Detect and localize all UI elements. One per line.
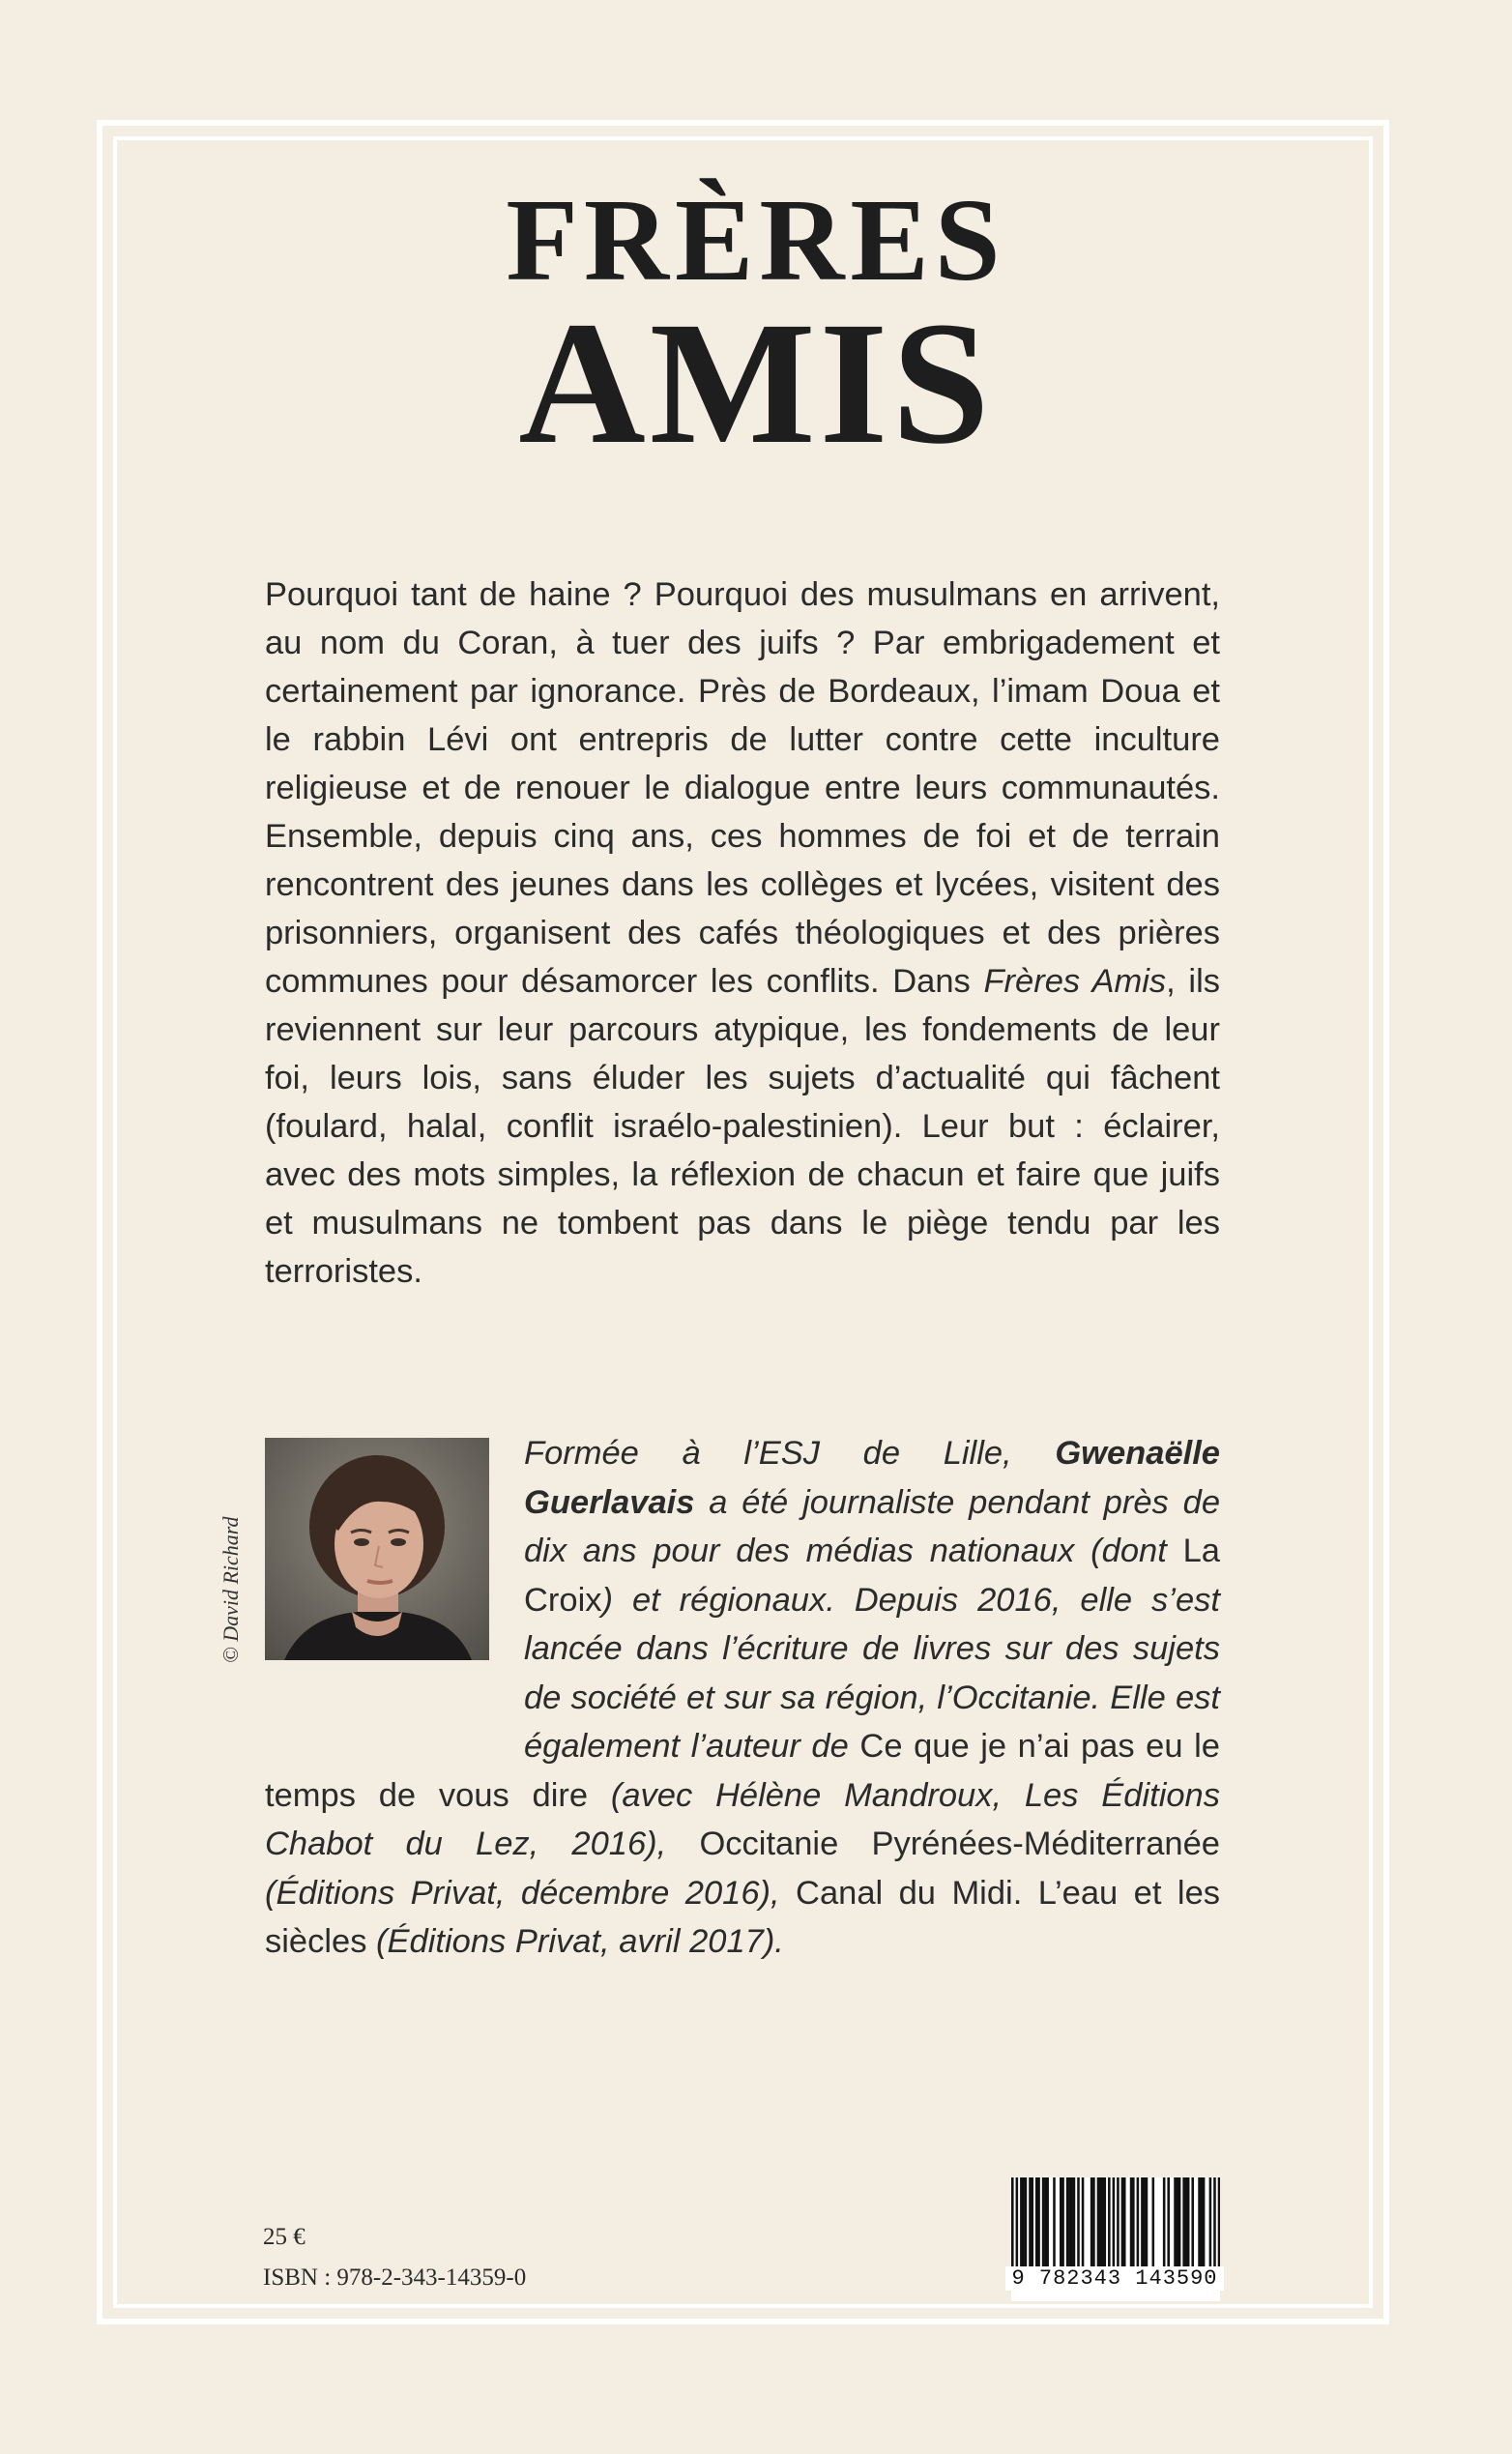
barcode-bar (1037, 2177, 1040, 2266)
barcode-bar (1187, 2177, 1190, 2266)
barcode-bar (1174, 2177, 1177, 2266)
blurb-text-1: Pourquoi tant de haine ? Pourquoi des musulmans en arrivent, au nom du Coran, à tuer des juifs ? Par embrigadement et certainement par ignorance. Près de Bordeaux, l’imam Doua et le rabbin Lévi ont entrepris de lutter contre cette inculture religieuse et de renouer le dialogue entre leurs communautés. Ensemble, depuis cinq ans, ces hommes de foi et de terrain rencontrent des jeunes dans les collèges et lycées, visitent des prisonniers, organisent des cafés théologiques et des prières communes pour désamorcer les conflits. Dans (265, 576, 1220, 1000)
barcode-bar (1046, 2177, 1049, 2266)
barcode-bar (1077, 2177, 1080, 2266)
barcode-bar (1035, 2177, 1038, 2266)
barcode-bar (1167, 2177, 1170, 2266)
barcode-bar (1113, 2177, 1116, 2266)
bio-book-1-publisher: (avec Hélène Mandroux, Les Éditions Chabot du Lez, 2016), (265, 1776, 1220, 1862)
barcode-bar (1022, 2177, 1025, 2266)
barcode-bar (1152, 2177, 1155, 2266)
barcode-bar (1123, 2177, 1126, 2266)
barcode-bar (1218, 2177, 1220, 2266)
barcode-bar (1191, 2177, 1194, 2266)
barcode-bar (1177, 2177, 1179, 2266)
author-bio (265, 1429, 1220, 1967)
photo-credit: © David Richard (218, 1516, 243, 1663)
barcode-bar (1097, 2177, 1100, 2266)
bio-text-3: ) et régionaux. Depuis 2016, elle s’est lancée dans l’écriture de livres sur des sujets de société et sur sa région, l’Occitanie. Elle est également l’auteur de (524, 1581, 1220, 1765)
barcode-bar (1068, 2177, 1071, 2266)
title-line-2: AMIS (518, 286, 994, 481)
bio-book-2-publisher: (Éditions Privat, décembre 2016), (265, 1874, 797, 1912)
barcode-bar (1141, 2177, 1144, 2266)
bio-text-2: a été journaliste pendant près de dix ans pour des médias nationaux (dont (524, 1483, 1220, 1569)
barcode-bar (1178, 2177, 1181, 2266)
blurb-book-title: Frères Amis (983, 963, 1167, 1000)
author-name: Gwenaëlle Guerlavais (524, 1435, 1220, 1521)
barcode-bar (1213, 2177, 1216, 2266)
bio-book-3-publisher: (Éditions Privat, avril 2017). (366, 1923, 784, 1960)
barcode-bar (1042, 2177, 1045, 2266)
bio-book-2: Occitanie Pyrénées-Méditerranée (699, 1826, 1220, 1862)
barcode-bar (1099, 2177, 1102, 2266)
barcode-bar (1209, 2177, 1212, 2266)
barcode-bar (1103, 2177, 1106, 2266)
barcode-bar (1061, 2177, 1064, 2266)
barcode-bar (1066, 2177, 1069, 2266)
barcode-bar (1016, 2177, 1019, 2266)
barcode-bar (1198, 2177, 1201, 2266)
barcode-bar (1203, 2177, 1206, 2266)
barcode-bar (1053, 2177, 1056, 2266)
barcode-bar (1070, 2177, 1073, 2266)
blurb-text-2: , ils reviennent sur leur parcours atypique, les fondements de leur foi, leurs lois, sans éluder les sujets d’actualité qui fâchent (foulard, halal, conflit israélo-palestinien). Leur but : éclairer, avec des mots simples, la réflexion de chacun et faire que juifs et musulmans ne tombent pas dans le piège tendu par les terroristes. (265, 963, 1220, 1290)
barcode-bar (1117, 2177, 1119, 2266)
barcode-bar (1201, 2177, 1204, 2266)
barcode-bar (1121, 2177, 1124, 2266)
price: 25 € (263, 2224, 305, 2250)
barcode-bar (1025, 2177, 1028, 2266)
barcode-bar (1130, 2177, 1133, 2266)
barcode-bar (1060, 2177, 1062, 2266)
barcode-bars (1011, 2177, 1220, 2266)
barcode-bar (1082, 2177, 1085, 2266)
barcode-bar (1185, 2177, 1188, 2266)
barcode-bar (1029, 2177, 1032, 2266)
barcode-bar (1011, 2177, 1014, 2266)
isbn: ISBN : 978-2-343-14359-0 (263, 2264, 527, 2291)
barcode-bar (1031, 2177, 1033, 2266)
title-line-1: FRÈRES (506, 175, 1006, 306)
barcode-bar (1020, 2177, 1023, 2266)
barcode-bar (1044, 2177, 1047, 2266)
bio-text-1: Formée à l’ESJ de Lille, (524, 1435, 1056, 1472)
barcode-bar (1146, 2177, 1149, 2266)
bio-media: La Croix (524, 1533, 1220, 1619)
barcode-bar (1132, 2177, 1135, 2266)
barcode-bar (1108, 2177, 1111, 2266)
back-cover-blurb (265, 570, 1220, 1296)
bio-book-1: Ce que je n’ai pas eu le temps de vous dire (265, 1728, 1220, 1814)
barcode-bar (1163, 2177, 1166, 2266)
barcode-bar (1073, 2177, 1076, 2266)
barcode-bar (1137, 2177, 1140, 2266)
bio-book-3: Canal du Midi. L’eau et les siècles (265, 1874, 1221, 1960)
barcode-bar (1143, 2177, 1146, 2266)
barcode-bar (1090, 2177, 1093, 2266)
barcode-digits: 9 782343 143590 (1005, 2266, 1224, 2291)
barcode-bar (1101, 2177, 1104, 2266)
barcode-bar (1182, 2177, 1185, 2266)
barcode-bar (1092, 2177, 1095, 2266)
